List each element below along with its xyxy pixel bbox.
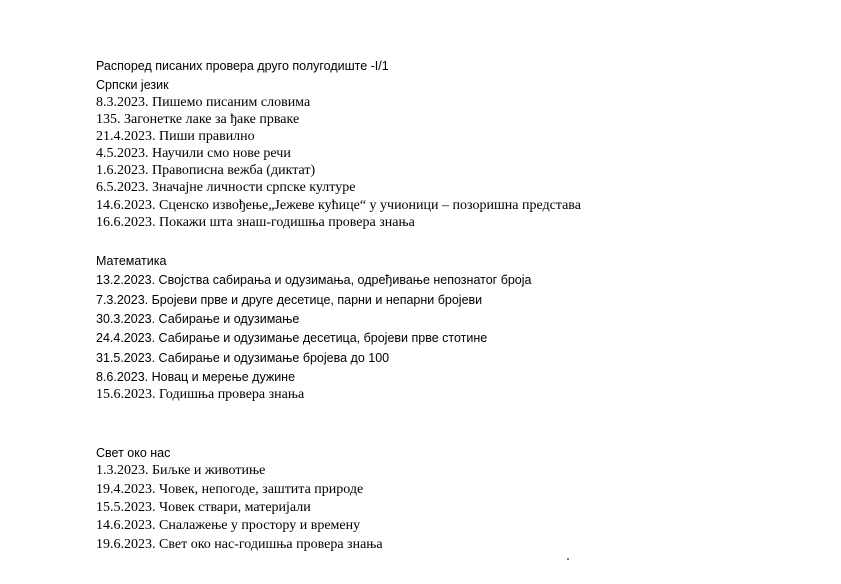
schedule-line: 4.5.2023. Научили смо нове речи [96,146,291,161]
schedule-line: 21.4.2023. Пиши правилно [96,129,255,144]
schedule-line: 6.5.2023. Значајне личности српске културе [96,180,356,195]
schedule-line: 24.4.2023. Сабирање и одузимање десетица, бројеви прве стотине [96,331,488,345]
schedule-line: 30.3.2023. Сабирање и одузимање [96,312,300,326]
section-heading-world: Свет око нас [96,446,171,460]
schedule-line: 19.4.2023. Човек, непогоде, заштита природе [96,482,364,497]
schedule-line: 19.6.2023. Свет око нас-годишња провера знања [96,537,383,552]
schedule-line: 13.2.2023. Својства сабирања и одузимања, одређивање непознатог броја [96,273,532,287]
schedule-line: 31.5.2023. Сабирање и одузимање бројева до 100 [96,351,390,365]
schedule-line: 14.6.2023. Сналажење у простору и времену [96,518,361,533]
schedule-line: 16.6.2023. Покажи шта знаш-годишња провера знања [96,215,415,230]
schedule-line: 15.6.2023. Годишња провера знања [96,387,305,402]
section-heading-math: Математика [96,254,167,268]
schedule-line: 15.5.2023. Човек ствари, материјали [96,500,311,515]
schedule-line: 1.6.2023. Правописна вежба (диктат) [96,163,316,178]
section-heading-serbian: Српски језик [96,78,169,92]
schedule-line: 8.6.2023. Новац и мерење дужине [96,370,296,384]
schedule-line: 135. Загонетке лаке за ђаке прваке [96,112,300,127]
schedule-line: 8.3.2023. Пишемо писаним словима [96,95,311,110]
schedule-line: 7.3.2023. Бројеви прве и друге десетице, парни и непарни бројеви [96,293,483,307]
schedule-line: 14.6.2023. Сценско извођење„Јежеве кућице“ у учионици – позоришна представа [96,198,581,213]
schedule-line: 1.3.2023. Биљке и животиње [96,463,266,478]
stray-mark [567,558,569,560]
document-title: Распоред писаних провера друго полугодиште -I/1 [96,59,389,73]
